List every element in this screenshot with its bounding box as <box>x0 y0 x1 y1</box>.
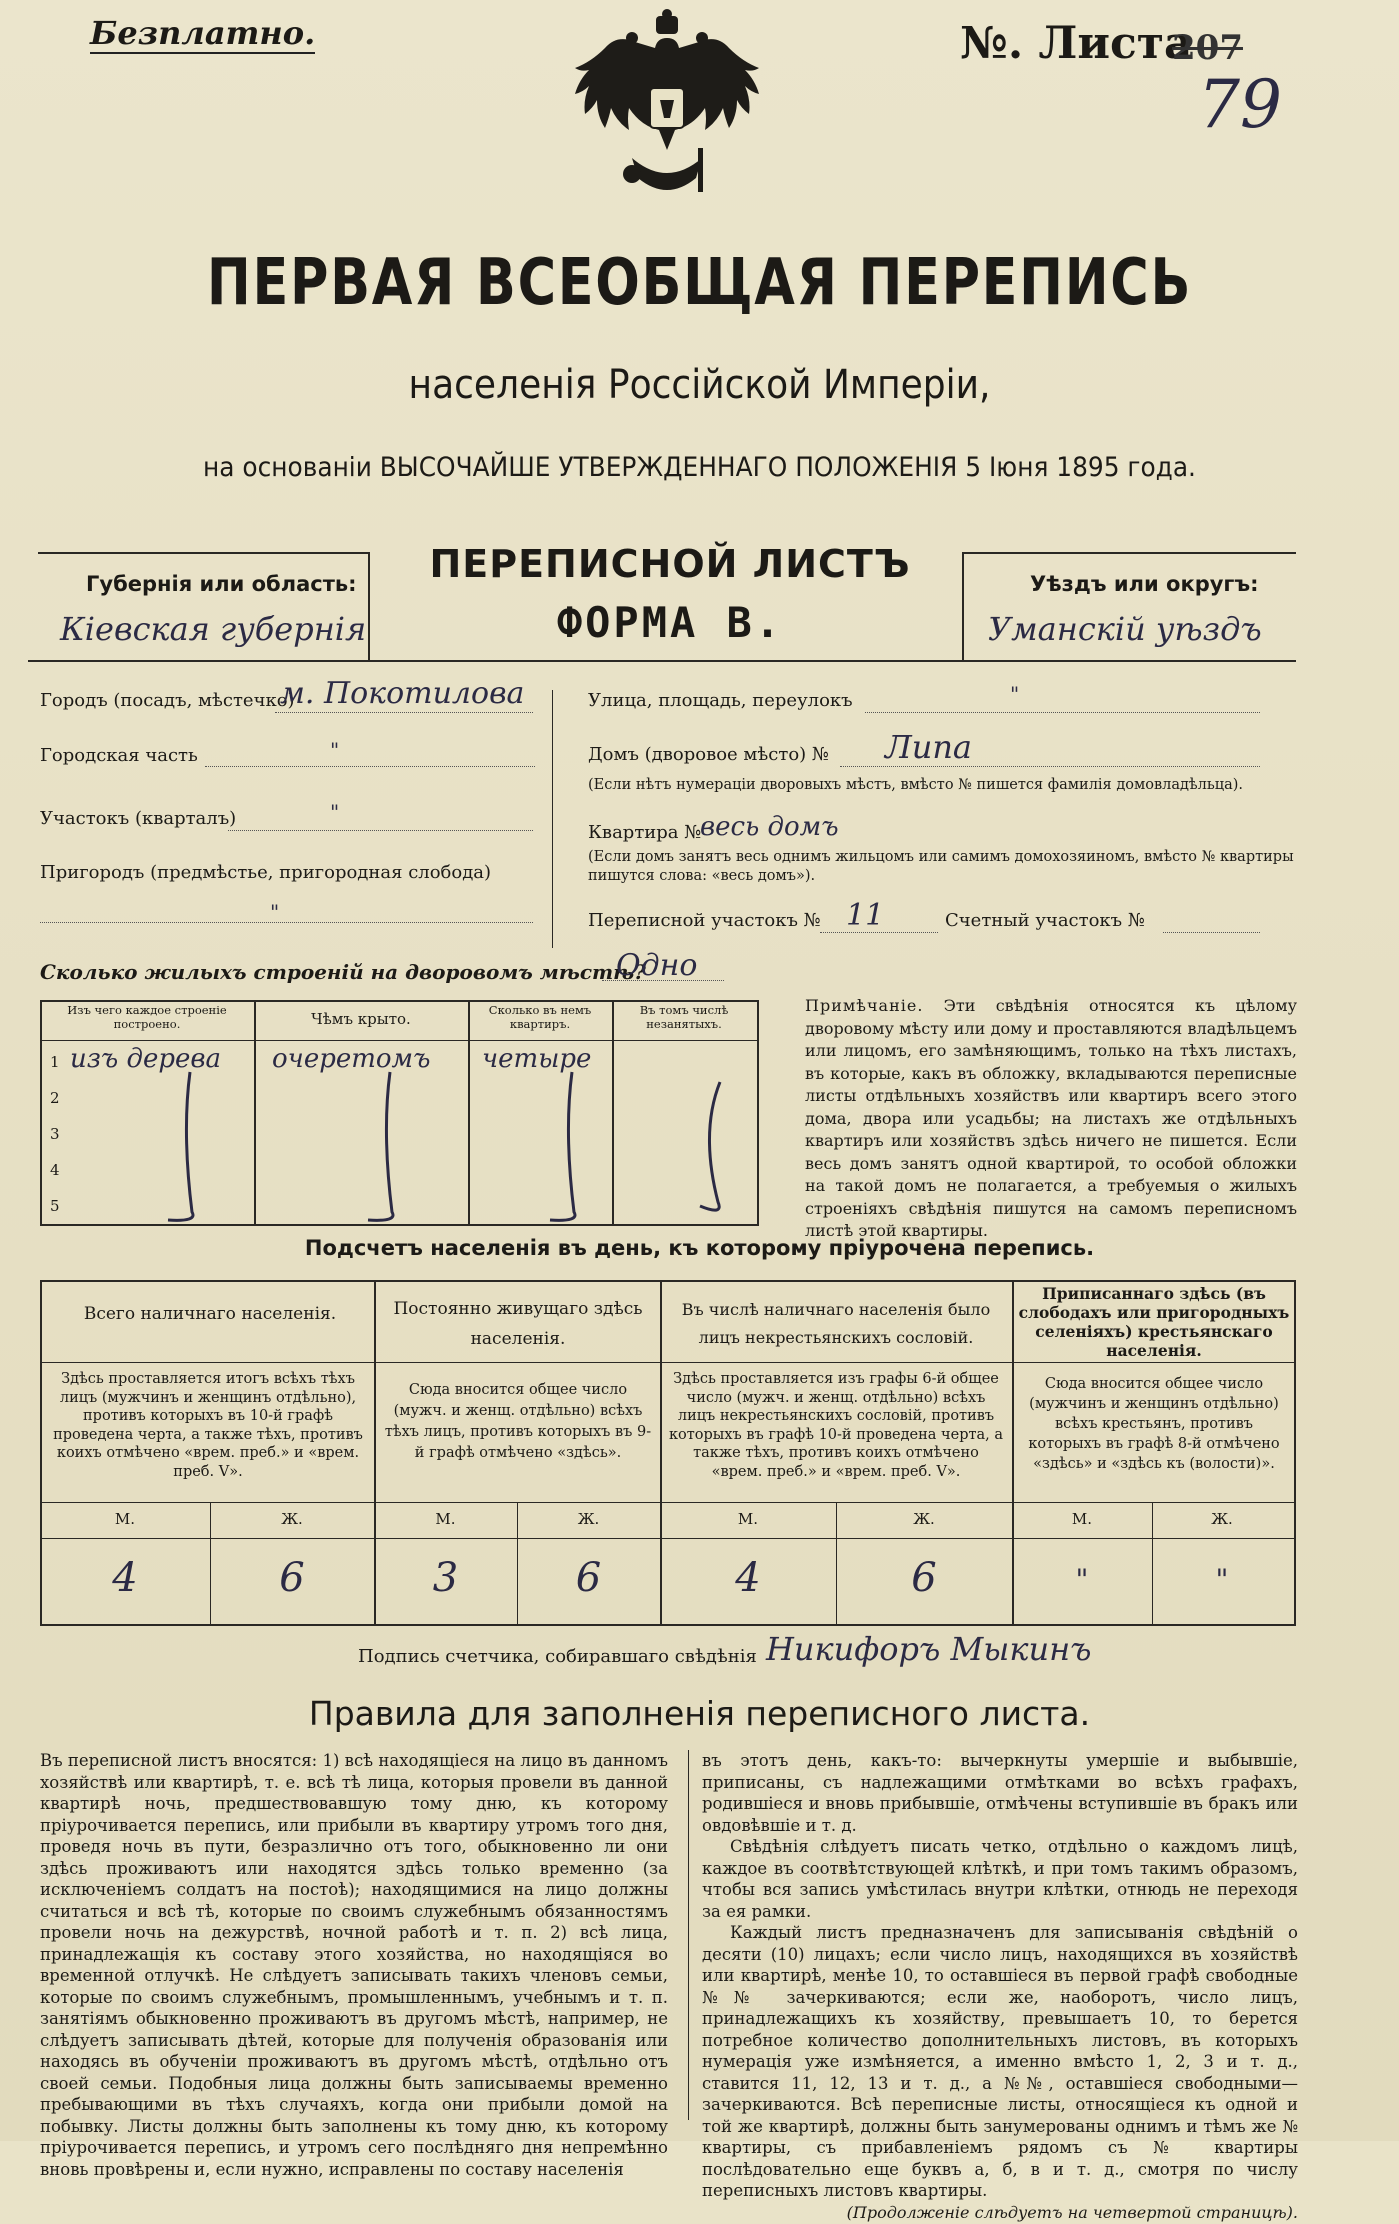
building-apartments-value: четыре <box>482 1044 592 1074</box>
perep-uchastok-value: 11 <box>846 898 885 933</box>
uezd-label: Уѣздъ или округъ: <box>1030 572 1259 596</box>
signature-value: Никифоръ Мыкинъ <box>766 1630 1092 1668</box>
building-roof-value: очеретомъ <box>272 1044 431 1074</box>
count-col2-m-label: М. <box>435 1510 456 1528</box>
count-col1-m-value: 4 <box>112 1555 138 1601</box>
count-col1-desc: Здѣсь проставляется итогъ всѣхъ тѣхъ лицъ (мужчинъ и женщинъ отдѣльно), противъ которыхъ въ 10-й графѣ проведена черта, а также тѣхъ, противъ коихъ отмѣчено «врем. преб.» и «врем. преб. V». <box>53 1371 363 1480</box>
count-col1-head: Всего наличнаго населенія. <box>83 1304 337 1324</box>
buildings-row-numbers: 1 2 3 4 5 <box>50 1053 60 1215</box>
count-col4-m-value: " <box>1075 1563 1089 1596</box>
buildings-header-apartments: Сколько въ немъ квартиръ. <box>488 1003 592 1031</box>
buildings-header-roof: Чѣмъ крыто. <box>311 1010 411 1028</box>
rules-continued: (Продолженіе слѣдуетъ на четвертой страницѣ). <box>846 2202 1298 2222</box>
count-col4-head: Приписаннаго здѣсь (въ слободахъ или пригородныхъ селеніяхъ) крестьянскаго населенія. <box>1018 1284 1290 1360</box>
gorod-label: Городъ (посадъ, мѣстечко) <box>40 690 295 711</box>
count-col1-m-label: М. <box>114 1510 136 1528</box>
count-col4-zh-value: " <box>1215 1563 1229 1596</box>
building-material-value: изъ дерева <box>70 1044 222 1074</box>
signature-label: Подпись счетчика, собиравшаго свѣдѣнія <box>358 1646 757 1667</box>
count-col3-desc: Здѣсь проставляется изъ графы 6-й общее число (мужч. и женщ. отдѣльно) всѣхъ лицъ некрестьянскихъ сословій, противъ которыхъ въ графѣ 10-й проведена черта, а также тѣхъ, противъ коихъ отмѣчено «врем. преб.» и «врем. преб. V». <box>668 1371 1004 1480</box>
sheet-number-label: №. Листа <box>960 18 1193 69</box>
sheet-number-handwritten: 79 <box>1198 66 1282 143</box>
dom-value: Липа <box>885 728 972 766</box>
buildings-answer: Одно <box>616 948 698 983</box>
rules-right-column: въ этотъ день, какъ-то: вычеркнуты умершіе и выбывшіе, приписаны, съ надлежащими отмѣтками во всѣхъ графахъ, родившіеся и вновь прибывшіе, отмѣчены вступившіе въ бракъ или овдовѣвшіе и т. д. Свѣдѣнія слѣдуетъ писать четко, отдѣльно о каждомъ лицѣ, каждое въ соотвѣтствующей клѣткѣ, и при томъ такимъ образомъ, чтобы вся запись умѣстилась внутри клѣтки, отнюдь не переходя за ея рамки. Каждый листъ предназначенъ для записыванія свѣдѣній о десяти (10) лицахъ; если число лицъ, находящихся въ хозяйствѣ или квартирѣ, менѣе 10, то оставшіеся въ первой графѣ свободные №№ зачеркиваются; если же, наоборотъ, число лицъ, принадлежащихъ къ хозяйству, превышаетъ 10, то берется потребное количество дополнительныхъ листовъ, въ которыхъ нумерація уже измѣняется, а именно вмѣсто 1, 2, 3 и т. д., ставится 11, 12, 13 и т. д., а №№, оставшіеся свободными—зачеркиваются. Всѣ переписные листы, относящіеся къ одной и той же квартирѣ, должны быть занумерованы однимъ и тѣмъ же № квартиры, съ прибавленіемъ рядомъ съ № квартиры послѣдовательно еще буквъ а, б, в и т. д., смотря по числу переписныхъ листовъ квартиры. (Продолженіе слѣдуетъ на четвертой страницѣ). <box>702 1751 1298 2222</box>
kvartira-note: (Если домъ занятъ весь однимъ жильцомъ или самимъ домохозяиномъ, вмѣсто № квартиры пишутся слова: «весь домъ»). <box>588 849 1294 884</box>
ulitsa-label: Улица, площадь, переулокъ <box>588 690 853 711</box>
chast-label: Городская часть <box>40 745 198 766</box>
count-col2-m-value: 3 <box>432 1555 459 1601</box>
buildings-header-vacant: Въ томъ числѣ незанятыхъ. <box>639 1003 729 1031</box>
count-col3-zh-label: Ж. <box>913 1510 935 1528</box>
main-title: ПЕРВАЯ ВСЕОБЩАЯ ПЕРЕПИСЬ <box>206 246 1193 320</box>
uezd-value: Уманскій уѣздъ <box>988 610 1262 648</box>
buildings-dash-marks <box>40 1042 756 1222</box>
perep-uchastok-label: Переписной участокъ № <box>588 910 821 931</box>
kvartira-value: весь домъ <box>700 812 839 842</box>
kvartira-label: Квартира № <box>588 822 702 843</box>
schet-uchastok-label: Счетный участокъ № <box>945 910 1145 931</box>
double-headed-eagle-emblem <box>572 8 762 208</box>
uchastok-label: Участокъ (кварталъ) <box>40 808 237 829</box>
count-col1-zh-value: 6 <box>279 1555 305 1601</box>
prigorod-value: " <box>270 900 280 924</box>
count-col3-m-value: 4 <box>735 1555 761 1601</box>
dom-label: Домъ (дворовое мѣсто) № <box>588 744 829 765</box>
chast-value: " <box>330 738 340 762</box>
count-col4-m-label: М. <box>1071 1510 1093 1528</box>
free-label: Безплатно. <box>90 14 316 52</box>
buildings-note: Примѣчаніе. Эти свѣдѣнія относятся къ цѣлому дворовому мѣсту или дому и проставляются владѣльцемъ или лицомъ, его замѣняющимъ, только на тѣхъ листахъ, въ которые, какъ въ обложку, вкладываются переписные листы отдѣльныхъ хозяйствъ или квартиръ всего этого дома, двора или усадьбы; на листахъ же отдѣльныхъ квартиръ или хозяйствъ здѣсь ничего не пишется. Если весь домъ занятъ одной квартирой, то особой обложки на такой домъ не полагается, а требуемыя о жилыхъ строеніяхъ свѣдѣнія пишутся на самомъ переписномъ листѣ этой квартиры. <box>805 996 1297 1240</box>
ulitsa-value: " <box>1010 682 1020 706</box>
buildings-header-material: Изъ чего каждое строеніе построено. <box>67 1003 227 1031</box>
form-title: ПЕРЕПИСНОЙ ЛИСТЪ <box>429 542 911 586</box>
count-col2-desc: Сюда вносится общее число (мужч. и женщ. отдѣльно) всѣхъ тѣхъ лицъ, противъ которыхъ въ 9-й графѣ отмѣчено «здѣсь». <box>384 1382 652 1461</box>
count-col3-m-label: М. <box>737 1510 759 1528</box>
count-col3-zh-value: 6 <box>911 1555 937 1601</box>
count-col1-zh-label: Ж. <box>281 1510 303 1528</box>
rules-title: Правила для заполненія переписного листа. <box>308 1694 1091 1733</box>
count-title: Подсчетъ населенія въ день, къ которому пріурочена перепись. <box>304 1236 1095 1260</box>
uchastok-value: " <box>330 800 340 824</box>
dom-note: (Если нѣтъ нумераціи дворовыхъ мѣстъ, вмѣсто № пишется фамилія домовладѣльца). <box>588 777 1244 793</box>
count-col2-zh-value: 6 <box>575 1555 602 1601</box>
count-col3-head: Въ числѣ наличнаго населенія было лицъ некрестьянскихъ сословій. <box>681 1300 991 1347</box>
rules-left-column: Въ переписной листъ вносятся: 1) всѣ находящіеся на лицо въ данномъ хозяйствѣ или квартирѣ, т. е. всѣ тѣ лица, которыя провели въ данной квартирѣ ночь, предшествовавшую тому дню, къ которому пріурочивается перепись, или прибыли въ квартиру утромъ того дня, проведя ночь въ пути, безразлично отъ того, обыкновенно ли они здѣсь проживаютъ или находятся здѣсь только временно (за исключеніемъ солдатъ на постоѣ); находящимися на лицо должны считаться и всѣ тѣ, которые по своимъ служебнымъ обязанностямъ провели ночь на дежурствѣ, ночной работѣ и т. п. 2) всѣ лица, принадлежащія къ составу этого хозяйства, но находящіяся во временной отлучкѣ. Не слѣдуетъ записывать такихъ членовъ семьи, которые по своимъ служебнымъ, промышленнымъ, учебнымъ и т. п. занятіямъ обыкновенно проживаютъ въ другомъ мѣстѣ, например, не слѣдуетъ записывать дѣтей, которые для полученія образованія или находясь въ обученіи проживаютъ въ другомъ мѣстѣ, отдѣльно отъ своей семьи. Подобныя лица должны быть записываемы временно пребывающими въ тѣхъ случаяхъ, когда они прибыли домой на побывку. Листы должны быть заполнены къ тому дню, къ которому пріурочивается перепись, и утромъ сего послѣдняго дня непремѣнно вновь провѣрены и, если нужно, исправлены по составу населенія <box>40 1751 668 2179</box>
buildings-question: Сколько жилыхъ строеній на дворовомъ мѣстѣ? <box>40 960 646 984</box>
count-col4-zh-label: Ж. <box>1211 1510 1233 1528</box>
count-col2-head: Постоянно живущаго здѣсь населенія. <box>393 1299 643 1349</box>
gorod-value: м. Покотилова <box>280 676 525 711</box>
subtitle: населенія Россійской Имперіи, <box>408 362 991 408</box>
count-col2-zh-label: Ж. <box>577 1510 600 1528</box>
guberniya-value: Кіевская губернія <box>60 610 367 648</box>
basis-line: на основаніи ВЫСОЧАЙШЕ УТВЕРЖДЕННАГО ПОЛОЖЕНІЯ 5 Іюня 1895 года. <box>203 452 1196 483</box>
prigorod-label: Пригородъ (предмѣстье, пригородная слобода) <box>40 862 492 883</box>
guberniya-label: Губернія или область: <box>86 572 357 596</box>
count-col4-desc: Сюда вносится общее число (мужчинъ и женщинъ отдѣльно) всѣхъ крестьянъ, противъ которыхъ въ графѣ 8-й отмѣчено «здѣсь» и «здѣсь къ (волости)». <box>1028 1376 1280 1472</box>
form-letter: ФОРМА В. <box>556 598 784 647</box>
sheet-number-old: 207 <box>1172 28 1243 68</box>
